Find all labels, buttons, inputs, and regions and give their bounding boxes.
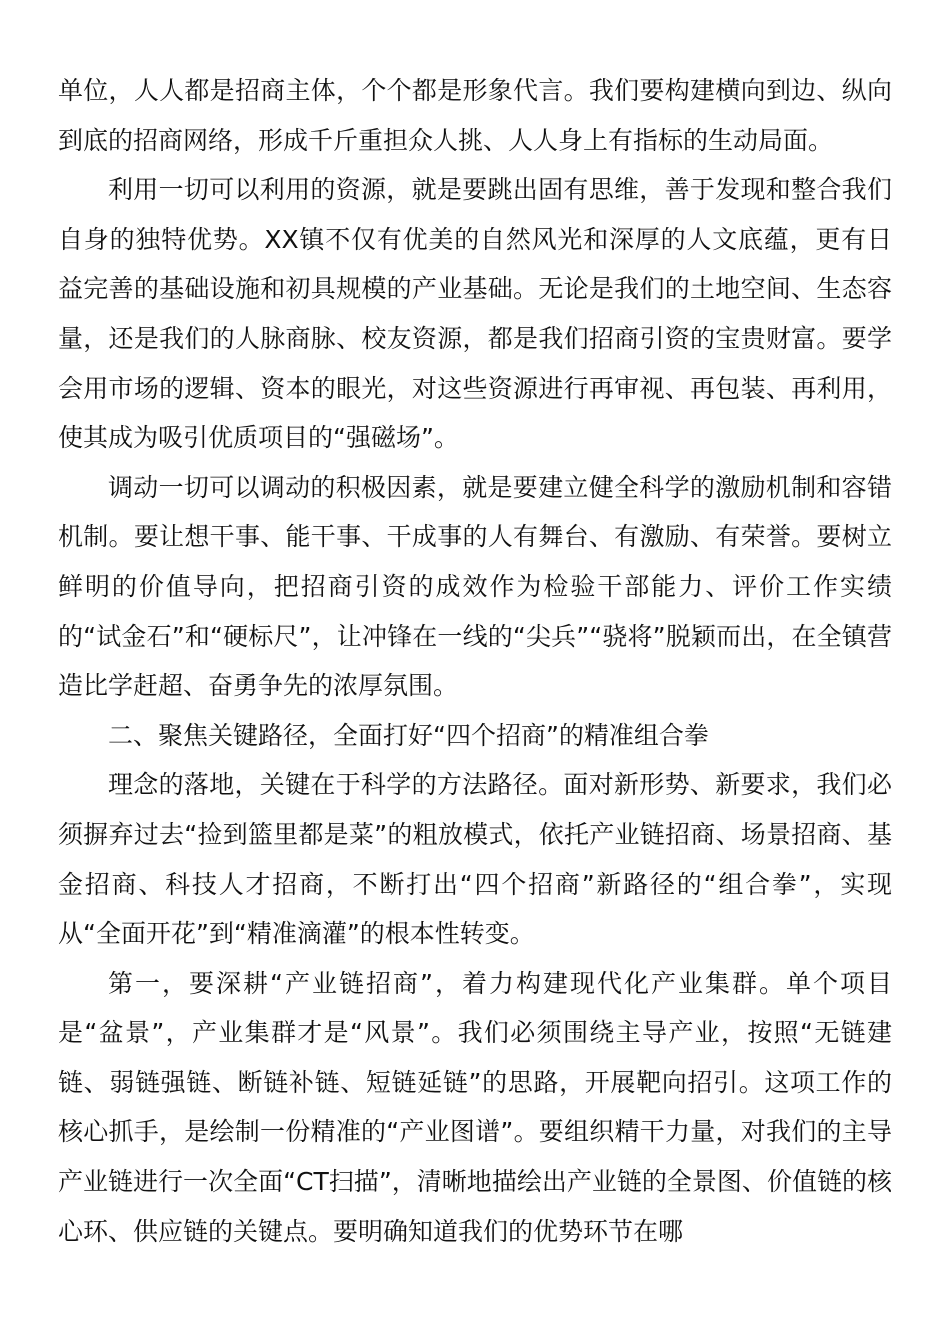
paragraph-1-continuation: 单位，人人都是招商主体，个个都是形象代言。我们要构建横向到边、纵向到底的招商网络，形成千斤重担众人挑、人人身上有指标的生动局面。 [58,76,892,155]
section-heading-2: 二、聚焦关键路径，全面打好“四个招商”的精准组合拳 [108,720,709,750]
paragraph-incentives: 调动一切可以调动的积极因素，就是要建立健全科学的激励机制和容错机制。要让想干事、能干事、干成事的人有舞台、有激励、有荣誉。要树立鲜明的价值导向，把招商引资的成效作为检验干部能力、评价工作实绩的“试金石”和“硬标尺”，让冲锋在一线的“尖兵”“骁将”脱颖而出，在全镇营造比学赶超、奋勇争先的浓厚氛围。 [58,472,892,701]
document-page [58,66,892,1256]
paragraph-industry-chain: 第一，要深耕“产业链招商”，着力构建现代化产业集群。单个项目是“盆景”，产业集群才是“风景”。我们必须围绕主导产业，按照“无链建链、弱链强链、断链补链、短链延链”的思路，开展靶向招引。这项工作的核心抓手，是绘制一份精准的“产业图谱”。要组织精干力量，对我们的主导产业链进行一次全面“CT扫描”，清晰地描绘出产业链的全景图、价值链的核心环、供应链的关键点。要明确知道我们的优势环节在哪 [58,968,892,1246]
paragraph-resources: 利用一切可以利用的资源，就是要跳出固有思维，善于发现和整合我们自身的独特优势。XX镇不仅有优美的自然风光和深厚的人文底蕴，更有日益完善的基础设施和初具规模的产业基础。无论是我们的土地空间、生态容量，还是我们的人脉商脉、校友资源，都是我们招商引资的宝贵财富。要学会用市场的逻辑、资本的眼光，对这些资源进行再审视、再包装、再利用，使其成为吸引优质项目的“强磁场”。 [58,175,892,453]
paragraph-methods: 理念的落地，关键在于科学的方法路径。面对新形势、新要求，我们必须摒弃过去“捡到篮里都是菜”的粗放模式，依托产业链招商、场景招商、基金招商、科技人才招商，不断打出“四个招商”新路径的“组合拳”，实现从“全面开花”到“精准滴灌”的根本性转变。 [58,770,892,949]
